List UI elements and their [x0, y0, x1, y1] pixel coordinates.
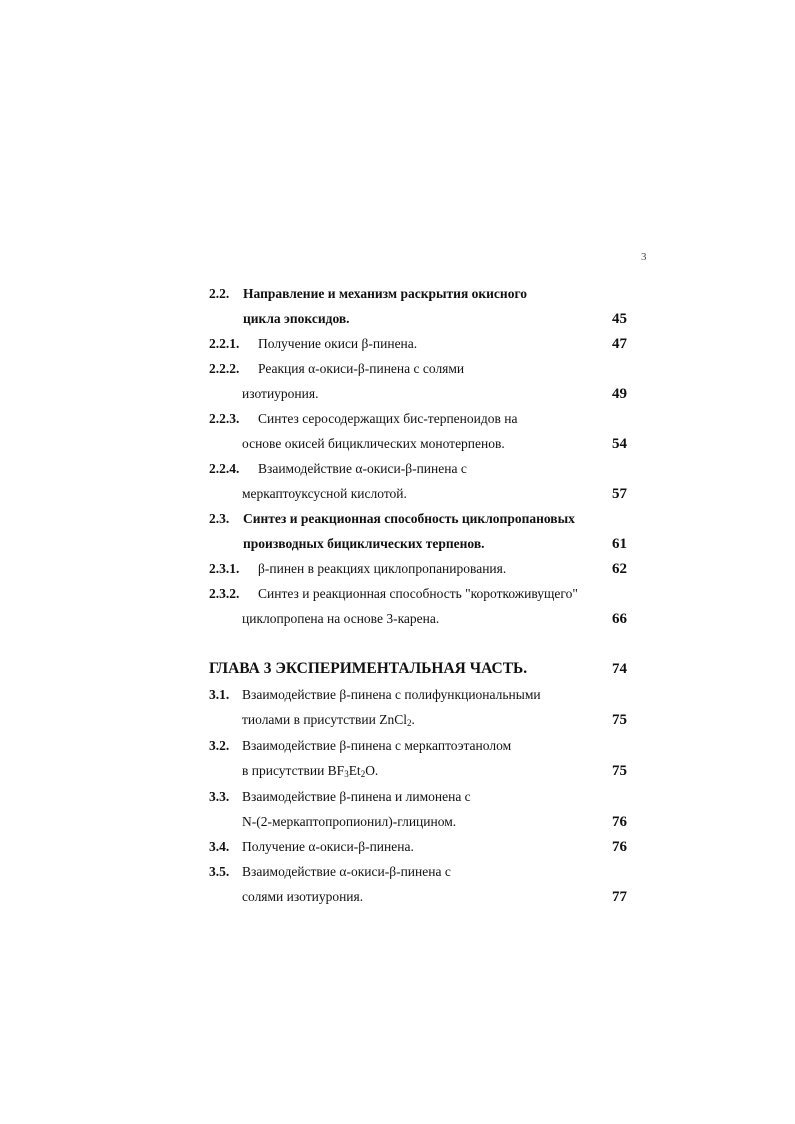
toc-entry	[0, 509, 795, 529]
section-title: N-(2-меркаптопропионил)-глицином.	[242, 814, 457, 829]
section-title: меркаптоуксусной кислотой.	[242, 486, 407, 501]
section-title: Получение α-окиси-β-пинена.	[242, 839, 414, 854]
section-number: 2.2.	[209, 286, 230, 301]
toc-entry	[0, 837, 795, 857]
section-number: 3.3.	[209, 789, 230, 804]
toc-entry	[0, 609, 795, 629]
section-number: 2.3.2.	[209, 586, 240, 601]
page-ref: 76	[612, 814, 627, 830]
page-ref: 61	[612, 536, 627, 552]
section-title: основе окисей бициклических монотерпенов.	[242, 436, 505, 451]
page-ref: 75	[612, 712, 627, 728]
toc-entry	[0, 359, 795, 379]
toc-entry	[0, 284, 795, 304]
toc-chapter	[0, 659, 795, 679]
toc-entry	[0, 862, 795, 882]
toc-entry	[0, 334, 795, 354]
toc-entry	[0, 559, 795, 579]
toc-entry	[0, 459, 795, 479]
section-title: Взаимодействие β-пинена с меркаптоэтанолом	[242, 738, 512, 753]
section-title: Синтез и реакционная способность циклопропановых	[243, 511, 575, 526]
section-number: 2.3.1.	[209, 561, 240, 576]
toc-entry	[0, 484, 795, 504]
page-ref: 66	[612, 611, 627, 627]
chapter-title: ГЛАВА 3 ЭКСПЕРИМЕНТАЛЬНАЯ ЧАСТЬ.	[209, 660, 528, 677]
toc-entry	[0, 384, 795, 404]
section-number: 2.2.3.	[209, 411, 240, 426]
section-title: Взаимодействие α-окиси-β-пинена с	[258, 461, 467, 476]
section-title: Взаимодействие α-окиси-β-пинена с	[242, 864, 451, 879]
page-ref: 47	[612, 336, 627, 352]
section-number: 2.2.2.	[209, 361, 240, 376]
toc-entry	[0, 736, 795, 756]
page-ref: 75	[612, 763, 627, 779]
toc-entry	[0, 761, 795, 781]
section-title: Синтез и реакционная способность "короткоживущего"	[258, 586, 578, 601]
section-number: 2.2.1.	[209, 336, 240, 351]
toc-entry	[0, 787, 795, 807]
page-ref: 45	[612, 311, 627, 327]
toc-entry	[0, 812, 795, 832]
page-ref: 74	[612, 661, 627, 677]
page-number: 3	[641, 251, 647, 263]
section-number: 3.2.	[209, 738, 230, 753]
section-title: Реакция α-окиси-β-пинена с солями	[258, 361, 465, 376]
section-title: тиолами в присутствии ZnCl$_2$.	[242, 712, 415, 728]
section-title: производных бициклических терпенов.	[243, 536, 485, 551]
section-number: 3.5.	[209, 864, 230, 879]
section-title: Направление и механизм раскрытия окисного	[243, 286, 528, 301]
section-number: 2.3.	[209, 511, 230, 526]
section-title: Получение окиси β-пинена.	[258, 336, 418, 351]
section-title: изотиурония.	[242, 386, 319, 401]
toc-entry	[0, 409, 795, 429]
toc-entry	[0, 685, 795, 705]
section-title: β-пинен в реакциях циклопропанирования.	[258, 561, 507, 576]
section-title: Взаимодействие β-пинена и лимонена с	[242, 789, 471, 804]
page-ref: 77	[612, 889, 627, 905]
toc-entry	[0, 584, 795, 604]
toc-entry	[0, 309, 795, 329]
page-ref: 76	[612, 839, 627, 855]
section-number: 3.4.	[209, 839, 230, 854]
section-title: солями изотиурония.	[242, 889, 364, 904]
page-ref: 57	[612, 486, 627, 502]
section-title: Синтез серосодержащих бис-терпеноидов на	[258, 411, 518, 426]
toc-entry	[0, 710, 795, 730]
section-title: циклопропена на основе 3-карена.	[242, 611, 440, 626]
toc-entry	[0, 887, 795, 907]
section-title: цикла эпоксидов.	[243, 311, 350, 326]
section-number: 2.2.4.	[209, 461, 240, 476]
section-title: в присутствии $BF_3Et_2O$.	[242, 763, 379, 779]
page-ref: 49	[612, 386, 627, 402]
toc-entry	[0, 434, 795, 454]
page-ref: 62	[612, 561, 627, 577]
page-ref: 54	[612, 436, 627, 452]
section-title: Взаимодействие β-пинена с полифункциональными	[242, 687, 541, 702]
section-number: 3.1.	[209, 687, 230, 702]
toc-entry	[0, 534, 795, 554]
